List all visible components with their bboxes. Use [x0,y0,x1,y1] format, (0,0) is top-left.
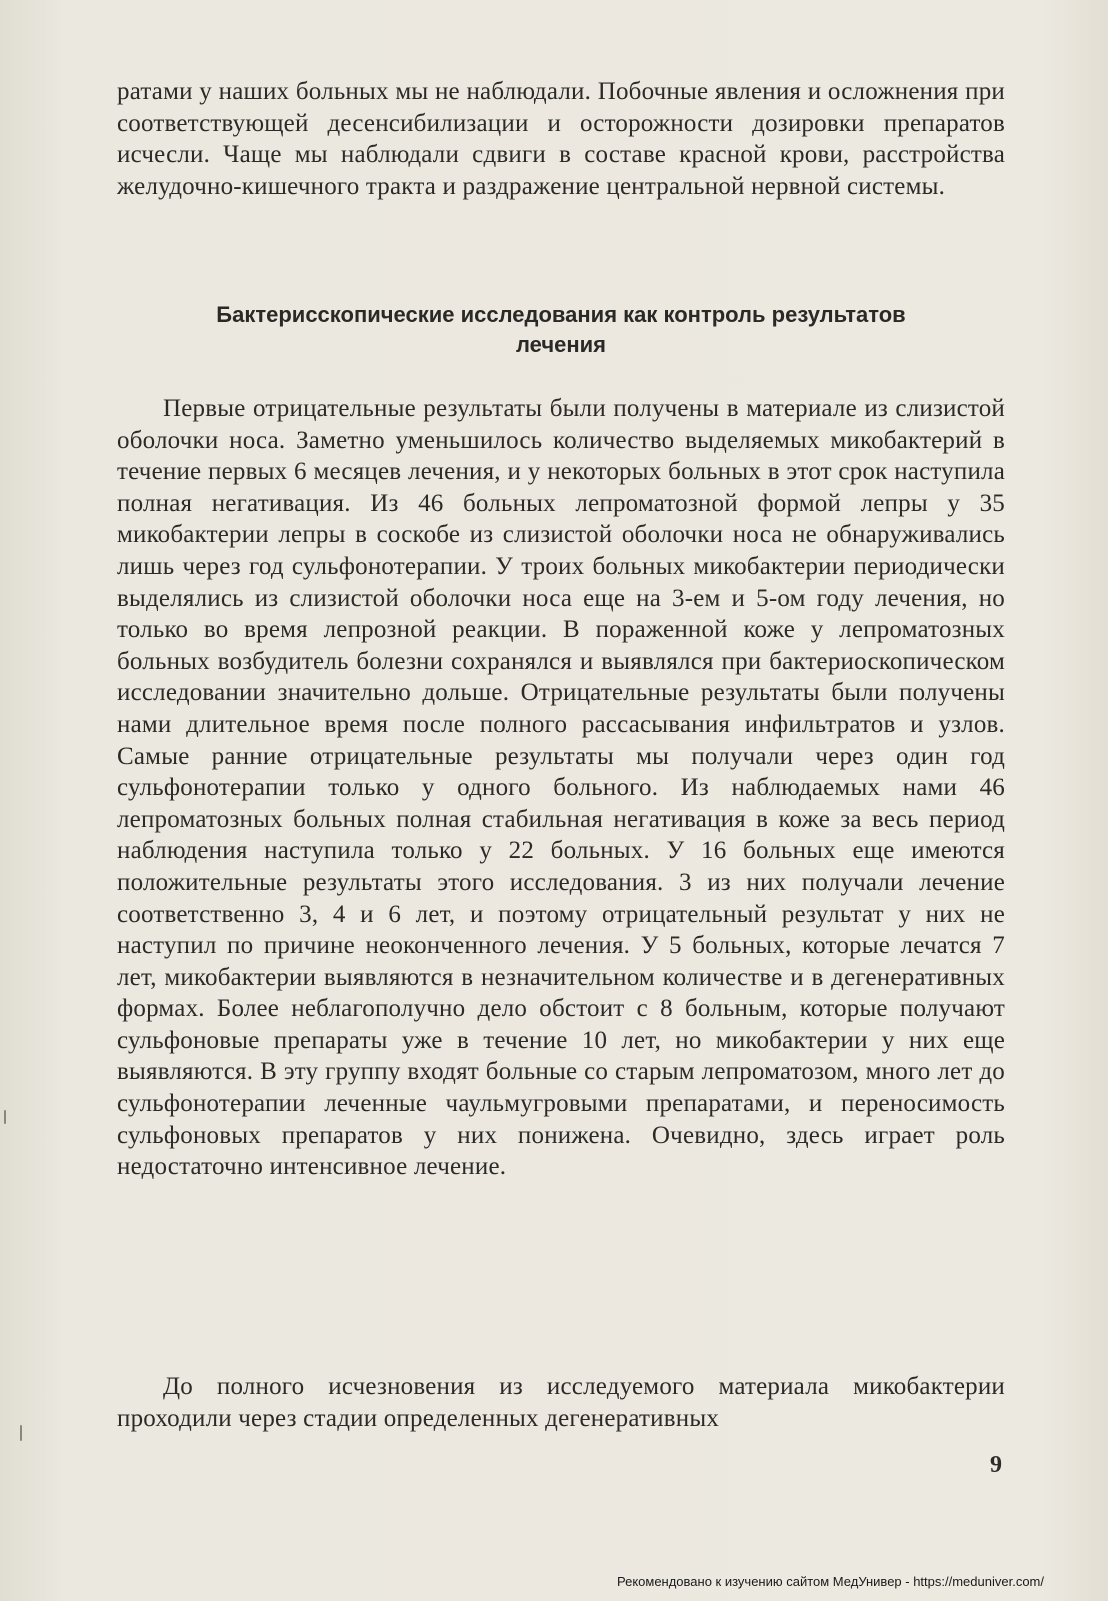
body-paragraph-2-text: До полного исчезновения из исследуемого материала микобактерии проходили через стадии определенных дегенеративных [117,1373,1005,1432]
section-heading-line-1: Бактерисскопические исследования как контроль результатов [216,302,906,327]
intro-paragraph-text: ратами у наших больных мы не наблюдали. Побочные явления и осложнения при соответствующей десенсибилизации и осторожности дозировки препаратов исчесли. Чаще мы наблюдали сдвиги в составе красной крови, расстройства желудочно-кишечного тракта и раздражение центральной нервной системы. [117,78,1005,200]
body-paragraph-1-text: Первые отрицательные результаты были получены в материале из слизистой оболочки носа. Заметно уменьшилось количество выделяемых микобактерий в течение первых 6 месяцев лечения, и у некоторых больных в этот срок наступила полная негативация. Из 46 больных лепроматозной формой лепры у 35 микобактерии лепры в соскобе из слизистой оболочки носа не обнаруживались лишь через год сульфонотерапии. У троих больных микобактерии периодически выделялись из слизистой оболочки носа еще на 3-ем и 5-ом году лечения, но только во время лепрозной реакции. В пораженной коже у лепроматозных больных возбудитель болезни сохранялся и выявлялся при бактериоскопическом исследовании значительно дольше. Отрицательные результаты были получены нами длительное время после полного рассасывания инфильтратов и узлов. Самые ранние отрицательные результаты мы получали через один год сульфонотерапии только у одного больного. Из наблюдаемых нами 46 лепроматозных больных полная стабильная негативация в коже за весь период наблюдения наступила только у 22 больных. У 16 больных еще имеются положительные результаты этого исследования. 3 из них получали лечение соответственно 3, 4 и 6 лет, и поэтому отрицательный результат у них не наступил по причине неоконченного лечения. У 5 больных, которые лечатся 7 лет, микобактерии выявляются в незначительном количестве и в дегенеративных формах. Более неблагополучно дело обстоит с 8 больным, которые получают сульфоновые препараты уже в течение 10 лет, но микобактерии у них еще выявляются. В эту группу входят больные со старым лепроматозом, много лет до сульфонотерапии леченные чаульмугровыми препаратами, и переносимость сульфоновых препаратов у них понижена. Очевидно, здесь играет роль недостаточно интенсивное лечение. [117,395,1005,1181]
watermark-text: Рекомендовано к изучению сайтом МедУнивер - https://meduniver.com/ [616,1574,1044,1589]
scan-edge-mark [4,1110,6,1124]
page-number: 9 [990,1452,1002,1478]
scan-edge-mark [20,1425,22,1441]
section-heading-line-2: лечения [515,332,607,357]
body-paragraph-1 [117,393,1005,1183]
section-heading [117,300,1005,360]
body-paragraph-2 [117,1371,1005,1434]
intro-paragraph [117,76,1005,202]
